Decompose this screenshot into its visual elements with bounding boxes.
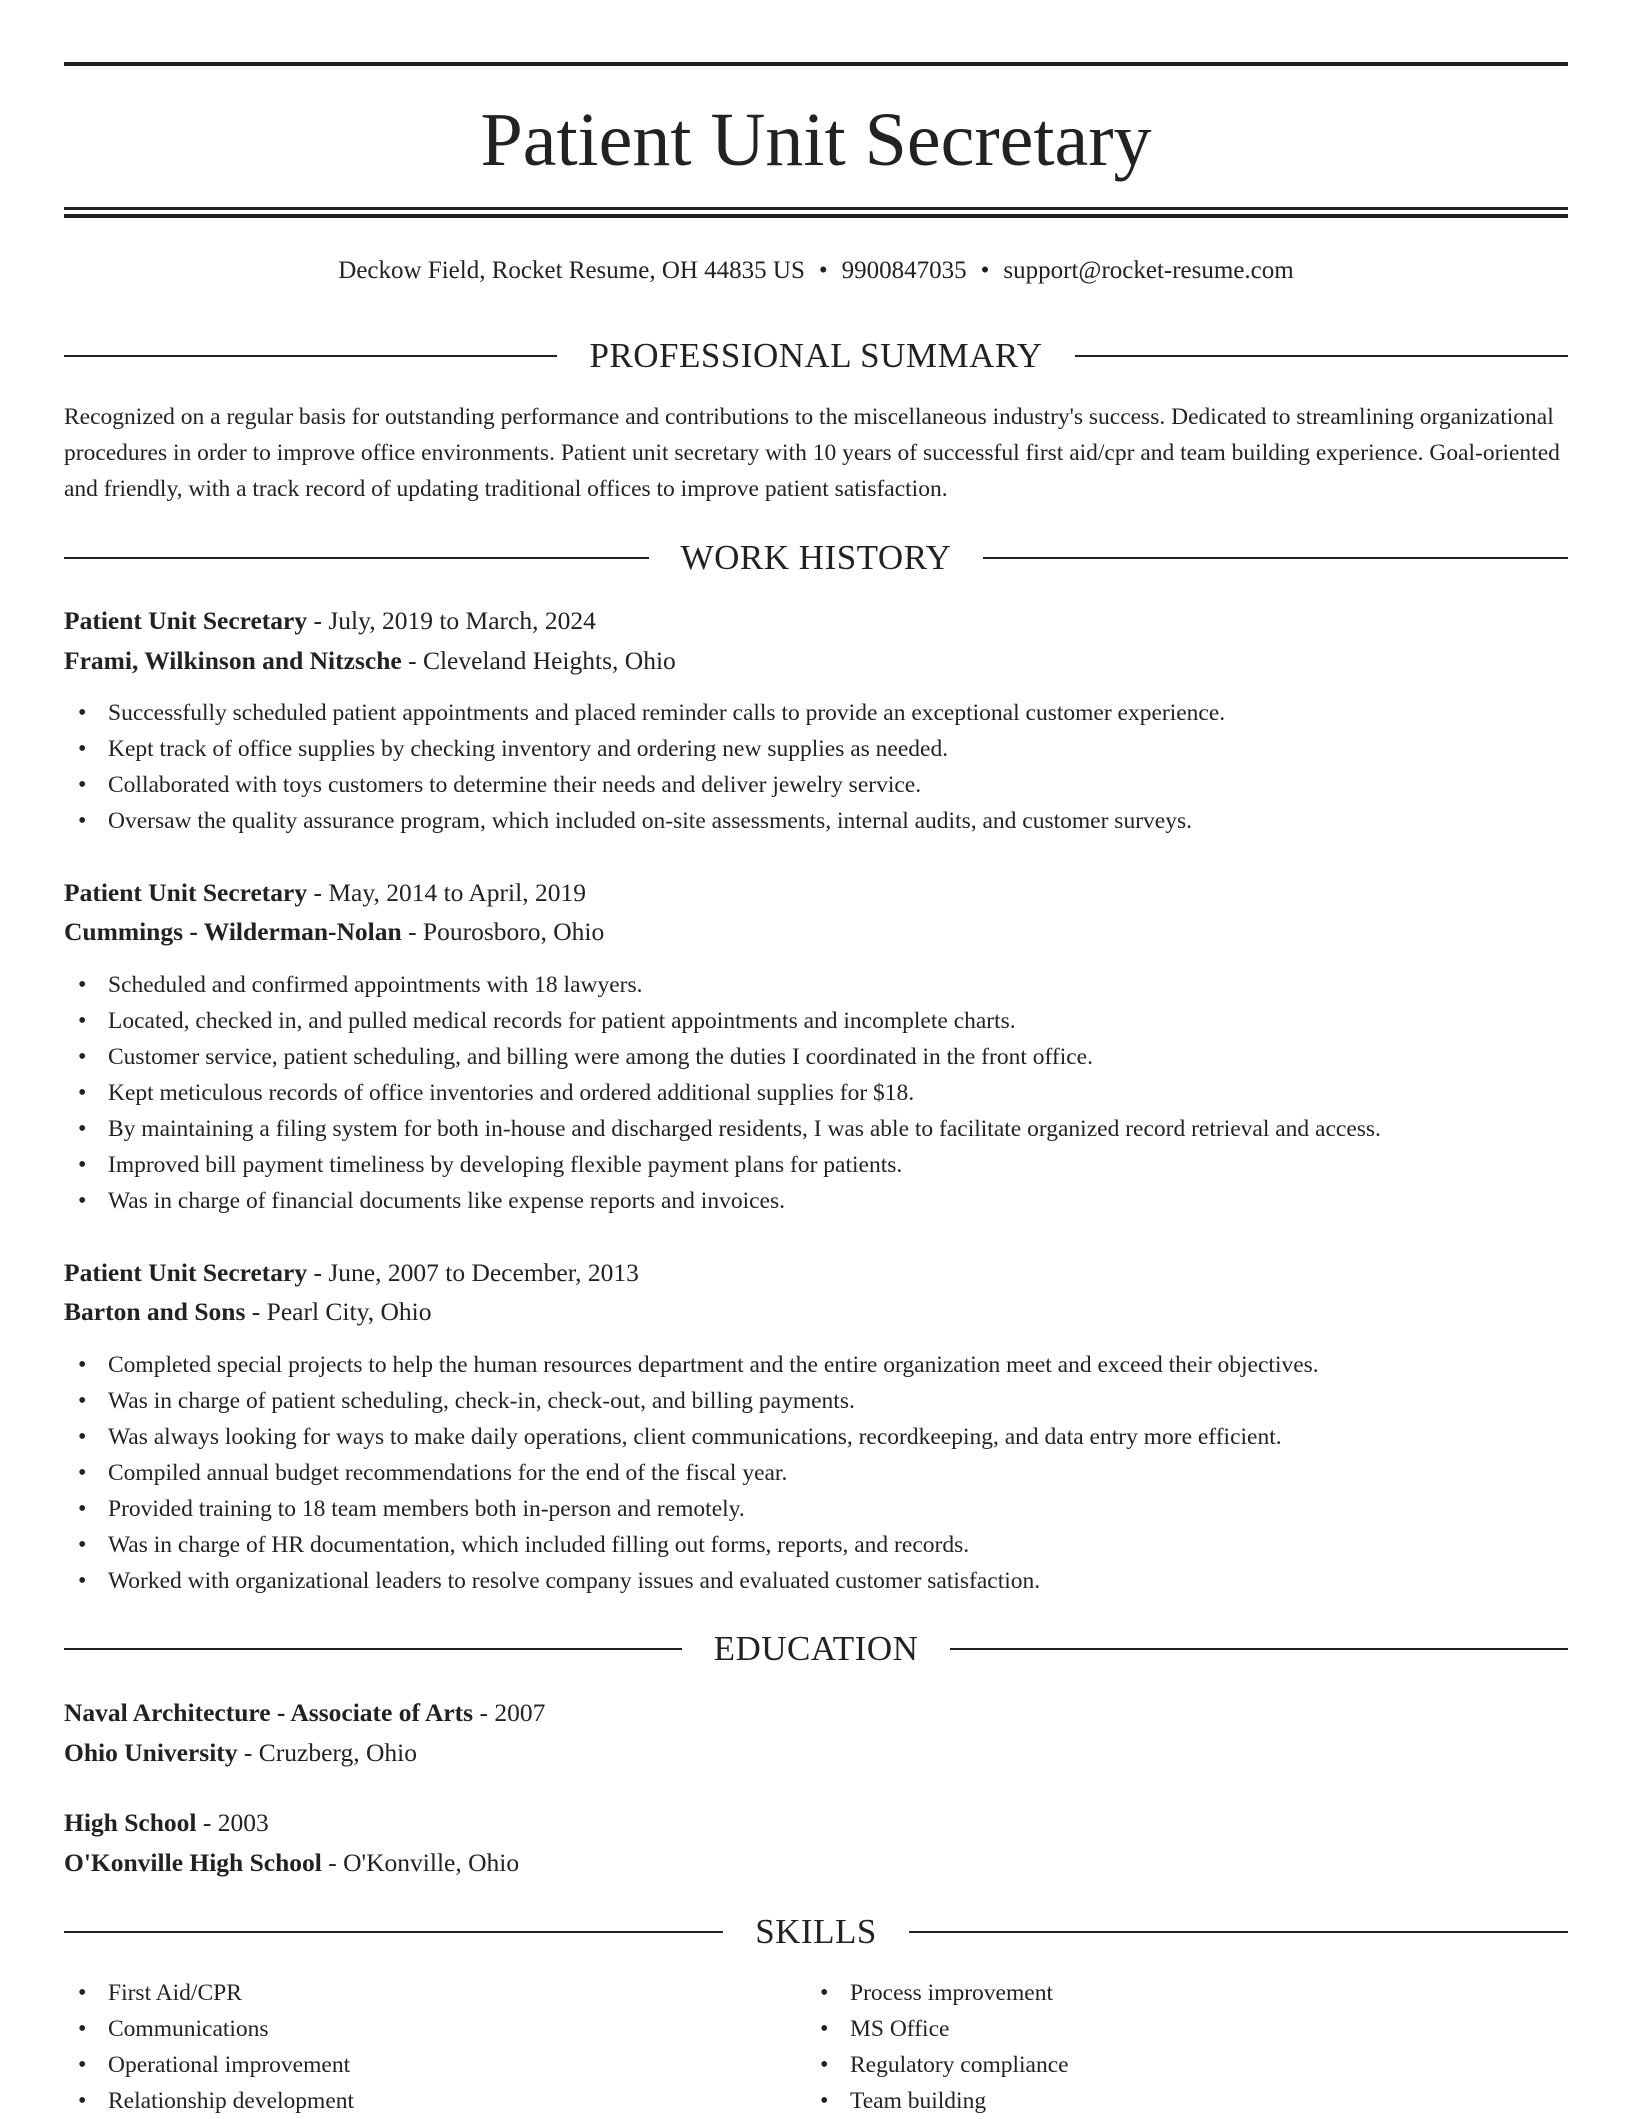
job-location: - Pourosboro, Ohio [401, 917, 605, 946]
education-year: - 2003 [196, 1808, 269, 1837]
list-item: • Was in charge of HR documentation, which included filling out forms, reports, and records. [64, 1527, 1568, 1563]
job-title-line [64, 1254, 639, 1292]
header-double-rule [64, 207, 1568, 218]
list-item: • Kept track of office supplies by checking inventory and ordering new supplies as needed. [64, 731, 1568, 767]
list-item: • Completed special projects to help the human resources department and the entire organization meet and exceed their objectives. [64, 1347, 1568, 1383]
job-company-line [64, 1293, 431, 1331]
job-dates: - May, 2014 to April, 2019 [307, 878, 586, 907]
divider [1075, 355, 1568, 357]
section-title: SKILLS [755, 1912, 877, 1951]
divider [64, 1931, 723, 1933]
section-header-skills [64, 1910, 1568, 1954]
job-title-line [64, 602, 596, 640]
education-degree: Naval Architecture - Associate of Arts [64, 1698, 474, 1727]
header-top-rule [64, 62, 1568, 66]
contact-separator: • [980, 257, 990, 284]
skill-item: • Communications [64, 2011, 764, 2047]
list-item: • Oversaw the quality assurance program, which included on-site assessments, internal audits, and customer surveys. [64, 803, 1568, 839]
job-title: Patient Unit Secretary [64, 1258, 308, 1287]
skill-item: • Regulatory compliance [806, 2047, 1506, 2083]
education-degree-line [64, 1804, 269, 1842]
list-item: • Kept meticulous records of office inventories and ordered additional supplies for $18. [64, 1075, 1568, 1111]
skill-item: • Operational improvement [64, 2047, 764, 2083]
summary-text: Recognized on a regular basis for outstanding performance and contributions to the miscellaneous industry's success. Dedicated to streamlining organizational procedures in order to improve office environments. Patient unit secretary with 10 years of successful first aid/cpr and team building experience. Goal-oriented and friendly, with a track record of updating traditional offices to improve patient satisfaction. [64, 404, 1560, 502]
list-item: • Successfully scheduled patient appointments and placed reminder calls to provide an exceptional customer experience. [64, 695, 1568, 731]
section-title: WORK HISTORY [680, 538, 952, 577]
divider [950, 1648, 1568, 1650]
skill-item: • Process improvement [806, 1975, 1506, 2011]
education-school: O'Konville High School [64, 1848, 322, 1877]
job-title: Patient Unit Secretary [64, 878, 308, 907]
list-item: • Improved bill payment timeliness by developing flexible payment plans for patients. [64, 1147, 1568, 1183]
divider [64, 355, 557, 357]
divider [909, 1931, 1568, 1933]
section-title: PROFESSIONAL SUMMARY [589, 336, 1043, 375]
section-header-education [64, 1627, 1568, 1671]
contact-separator: • [818, 257, 828, 284]
skills-column-left [64, 1975, 764, 2119]
list-item: • Compiled annual budget recommendations for the end of the fiscal year. [64, 1455, 1568, 1491]
education-school: Ohio University [64, 1738, 238, 1767]
education-degree: High School [64, 1808, 197, 1837]
job-bullets [64, 1347, 1568, 1599]
skill-item: • First Aid/CPR [64, 1975, 764, 2011]
list-item: • Collaborated with toys customers to determine their needs and deliver jewelry service. [64, 767, 1568, 803]
job-location: - Pearl City, Ohio [245, 1297, 432, 1326]
list-item: • Was in charge of financial documents like expense reports and invoices. [64, 1183, 1568, 1219]
education-location: - O'Konville, Ohio [321, 1848, 520, 1877]
education-location: - Cruzberg, Ohio [237, 1738, 417, 1767]
job-dates: - June, 2007 to December, 2013 [307, 1258, 639, 1287]
list-item: • Was always looking for ways to make daily operations, client communications, recordkeeping, and data entry more efficient. [64, 1419, 1568, 1455]
section-header-summary [64, 334, 1568, 378]
job-company-line [64, 642, 676, 680]
job-bullets [64, 695, 1568, 839]
list-item: • Located, checked in, and pulled medical records for patient appointments and incomplete charts. [64, 1003, 1568, 1039]
skill-item: • MS Office [806, 2011, 1506, 2047]
education-year: - 2007 [473, 1698, 546, 1727]
divider [64, 557, 649, 559]
education-degree-line [64, 1694, 545, 1732]
job-location: - Cleveland Heights, Ohio [401, 646, 676, 675]
education-school-line [64, 1844, 519, 1882]
skill-item: • Relationship development [64, 2083, 764, 2119]
list-item: • Worked with organizational leaders to resolve company issues and evaluated customer satisfaction. [64, 1563, 1568, 1599]
contact-line [0, 254, 1632, 288]
list-item: • Provided training to 18 team members both in-person and remotely. [64, 1491, 1568, 1527]
list-item: • Was in charge of patient scheduling, check-in, check-out, and billing payments. [64, 1383, 1568, 1419]
list-item: • By maintaining a filing system for both in-house and discharged residents, I was able to facilitate organized record retrieval and access. [64, 1111, 1568, 1147]
education-school-line [64, 1734, 417, 1772]
job-bullets [64, 967, 1568, 1219]
list-item: • Scheduled and confirmed appointments with 18 lawyers. [64, 967, 1568, 1003]
job-company: Barton and Sons [64, 1297, 246, 1326]
resume-title: Patient Unit Secretary [480, 98, 1152, 182]
skill-item: • Team building [806, 2083, 1506, 2119]
contact-email: support@rocket-resume.com [1003, 257, 1294, 284]
section-title: EDUCATION [713, 1629, 919, 1668]
contact-address: Deckow Field, Rocket Resume, OH 44835 US [338, 257, 805, 284]
divider [983, 557, 1568, 559]
job-dates: - July, 2019 to March, 2024 [307, 606, 596, 635]
divider [64, 1648, 682, 1650]
job-company: Frami, Wilkinson and Nitzsche [64, 646, 402, 675]
job-title: Patient Unit Secretary [64, 606, 308, 635]
section-header-work [64, 536, 1568, 580]
job-company: Cummings - Wilderman-Nolan [64, 917, 402, 946]
job-title-line [64, 874, 586, 912]
list-item: • Customer service, patient scheduling, and billing were among the duties I coordinated in the front office. [64, 1039, 1568, 1075]
skills-column-right [806, 1975, 1506, 2119]
contact-phone: 9900847035 [841, 257, 967, 284]
job-company-line [64, 913, 604, 951]
